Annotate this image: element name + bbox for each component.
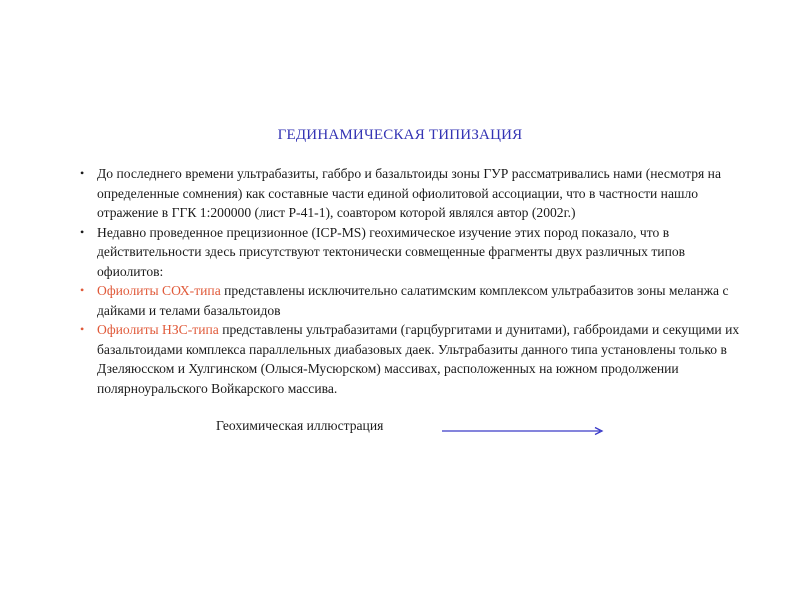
bullet-item [72, 320, 742, 398]
bullet-text: представлены исключительно салатимским комплексом ультрабазитов зоны меланжа с дайками и телами базальтоидов [97, 283, 729, 318]
geochem-illustration-link[interactable]: Геохимическая иллюстрация [216, 418, 384, 433]
bullet-lead-highlight: Офиолиты СОХ-типа [97, 283, 221, 298]
arrow-right-icon[interactable] [442, 425, 607, 437]
bullet-text: До последнего времени ультрабазиты, габбро и базальтоиды зоны ГУР рассматривались нами (несмотря на определенные сомнения) как составные части единой офиолитовой ассоциации, что в частности нашло отражение в ГГК 1:200000 (лист Р-41-1), соавтором которой являлся автор (2002г.) [97, 166, 721, 220]
bullet-text: представлены ультрабазитами (гарцбургитами и дунитами), габброидами и секущими их базальтоидами комплекса параллельных диабазовых даек. Ультрабазиты данного типа установлены только в Дзеляюсском и Хулгинском (Олыся-Мусюрском) массивах, расположенных на южном продолжении полярноуральского Войкарского массива. [97, 322, 740, 396]
bullet-item [72, 164, 742, 223]
bullet-lead-highlight: Офиолиты НЗС-типа [97, 322, 219, 337]
bullet-marker: • [80, 283, 85, 297]
bullet-item [72, 281, 742, 320]
slide-title: ГЕДИНАМИЧЕСКАЯ ТИПИЗАЦИЯ [277, 127, 523, 143]
bullet-item [72, 223, 742, 282]
bullet-list [72, 164, 742, 398]
bullet-marker: • [80, 166, 85, 180]
bullet-marker: • [80, 224, 85, 239]
bullet-marker: • [80, 322, 85, 336]
bullet-text: Недавно проведенное прецизионное (ICP-MS) геохимическое изучение этих пород показало, что в действительности здесь присутствуют тектонически совмещенные фрагменты двух различных типов офиолитов: [97, 224, 686, 279]
